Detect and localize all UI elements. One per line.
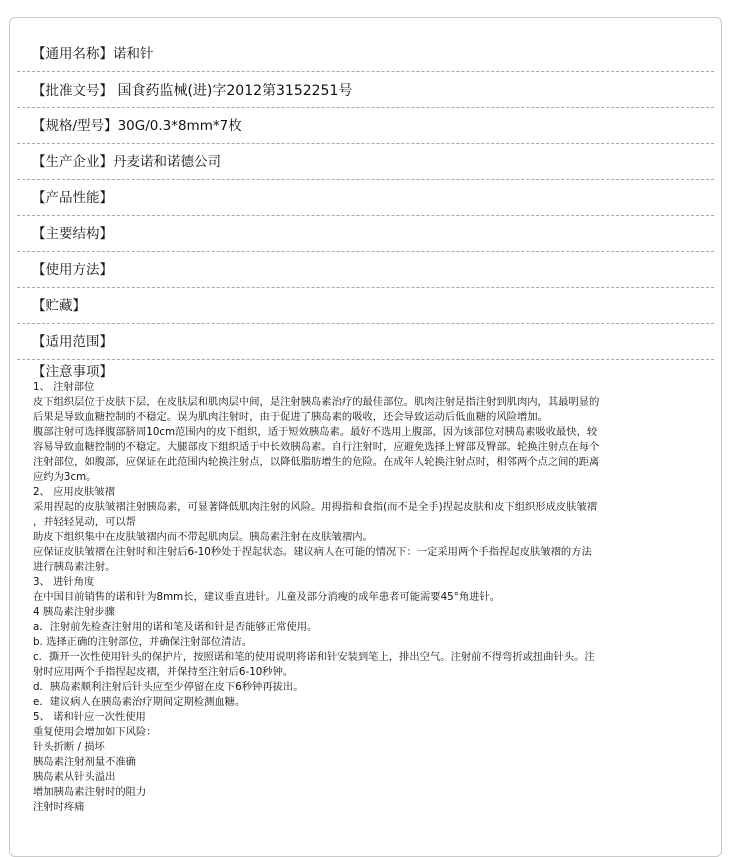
notice-line: 在中国目前销售的诺和针为8mm长，建议垂直进针。儿童及部分消瘦的成年患者可能需要45°角进针。 <box>33 591 501 603</box>
notice-line: 胰岛素注射剂量不准确 <box>33 756 136 768</box>
notice-line: 注射部位，如腹部，应保证在此范围内轮换注射点，以降低脂肪增生的危险。在成年人轮换注射点时，相邻两个点之间的距离 <box>33 456 600 468</box>
notice-line: 助皮下组织集中在皮肤皱褶内而不带起肌肉层。胰岛素注射在皮肤皱褶内。 <box>33 531 373 543</box>
field-structure <box>17 216 714 252</box>
field-generic-name <box>17 36 714 72</box>
notice-line: 采用捏起的皮肤皱褶注射胰岛素，可显著降低肌肉注射的风险。用拇指和食指(而不是全手)捏起皮肤和皮下组织形成皮肤皱褶 <box>33 501 598 513</box>
notice-line: 容易导致血糖控制的不稳定。大腿部皮下组织适于中长效胰岛素。自行注射时，应避免选择上臂部及臀部。轮换注射点在每个 <box>33 441 600 453</box>
field-approval-number <box>17 72 714 108</box>
notice-line: ，并轻轻晃动，可以帮 <box>33 516 136 528</box>
field-label: 【规格/型号】 <box>32 118 118 134</box>
notice-line: 腹部注射可选择腹部脐周10cm范围内的皮下组织，适于短效胰岛素。最好不选用上腹部，因为该部位对胰岛素吸收最快，较 <box>33 426 598 438</box>
notice-line: 进行胰岛素注射。 <box>33 561 116 573</box>
field-manufacturer <box>17 144 714 180</box>
field-label: 【贮藏】 <box>32 298 86 314</box>
notice-line: 皮下组织层位于皮肤下层，在皮肤层和肌肉层中间，是注射胰岛素治疗的最佳部位。肌肉注射是指注射到肌肉内，其最明显的 <box>33 396 600 408</box>
notice-line: 3、 进针角度 <box>33 576 95 588</box>
field-label: 【通用名称】 <box>32 46 113 62</box>
notice-line: e．建议病人在胰岛素治疗期间定期检测血糖。 <box>33 696 246 708</box>
notice-line: 胰岛素从针头溢出 <box>33 771 116 783</box>
notice-line: c．撕开一次性使用针头的保护片，按照诺和笔的使用说明将诺和针安装到笔上，排出空气。注射前不得弯折或扭曲针头。注 <box>33 651 595 663</box>
field-value: 30G/0.3*8mm*7枚 <box>117 118 242 134</box>
field-scope <box>17 324 714 360</box>
notice-line: 增加胰岛素注射时的阻力 <box>33 786 147 798</box>
notice-line: 2、 应用皮肤皱褶 <box>33 486 115 498</box>
field-value: 丹麦诺和诺德公司 <box>113 154 221 170</box>
notice-line: 1、 注射部位 <box>33 381 95 393</box>
field-label: 【适用范围】 <box>32 334 113 350</box>
field-label: 【使用方法】 <box>32 262 113 278</box>
notice-line: a．注射前先检查注射用的诺和笔及诺和针是否能够正常使用。 <box>33 621 318 633</box>
field-value: 诺和针 <box>113 46 154 62</box>
notice-line: 注射时疼痛 <box>33 801 85 813</box>
notice-body <box>33 380 697 815</box>
field-label: 【产品性能】 <box>32 190 113 206</box>
field-value: 国食药监械(进)字2012第3152251号 <box>113 83 353 99</box>
field-usage <box>17 252 714 288</box>
notice-line: 后果是导致血糖控制的不稳定。误为肌肉注射时，由于促进了胰岛素的吸收，还会导致运动后低血糖的风险增加。 <box>33 411 548 423</box>
field-label: 【生产企业】 <box>32 154 113 170</box>
field-label: 【主要结构】 <box>32 226 113 242</box>
notice-line: 5、 诺和针应一次性使用 <box>33 711 146 723</box>
notice-line: 应保证皮肤皱褶在注射时和注射后6-10秒处于捏起状态。建议病人在可能的情况下：一定采用两个手指捏起皮肤皱褶的方法 <box>33 546 592 558</box>
field-label: 【批准文号】 <box>32 83 113 99</box>
field-specification <box>17 108 714 144</box>
notice-line: b. 选择正确的注射部位，并确保注射部位清洁。 <box>33 636 253 648</box>
notice-line: 重复使用会增加如下风险： <box>33 726 157 738</box>
field-storage <box>17 288 714 324</box>
field-performance <box>17 180 714 216</box>
notice-line: 针头折断 / 损坏 <box>33 741 105 753</box>
notice-heading: 【注意事项】 <box>32 364 113 380</box>
notice-line: d．胰岛素顺利注射后针头应至少停留在皮下6秒钟再拔出。 <box>33 681 304 693</box>
notice-line: 应约为3cm。 <box>33 471 97 483</box>
notice-line: 4 胰岛素注射步骤 <box>33 606 115 618</box>
notice-line: 射时应用两个手指捏起皮褶，并保持至注射后6-10秒钟。 <box>33 666 294 678</box>
